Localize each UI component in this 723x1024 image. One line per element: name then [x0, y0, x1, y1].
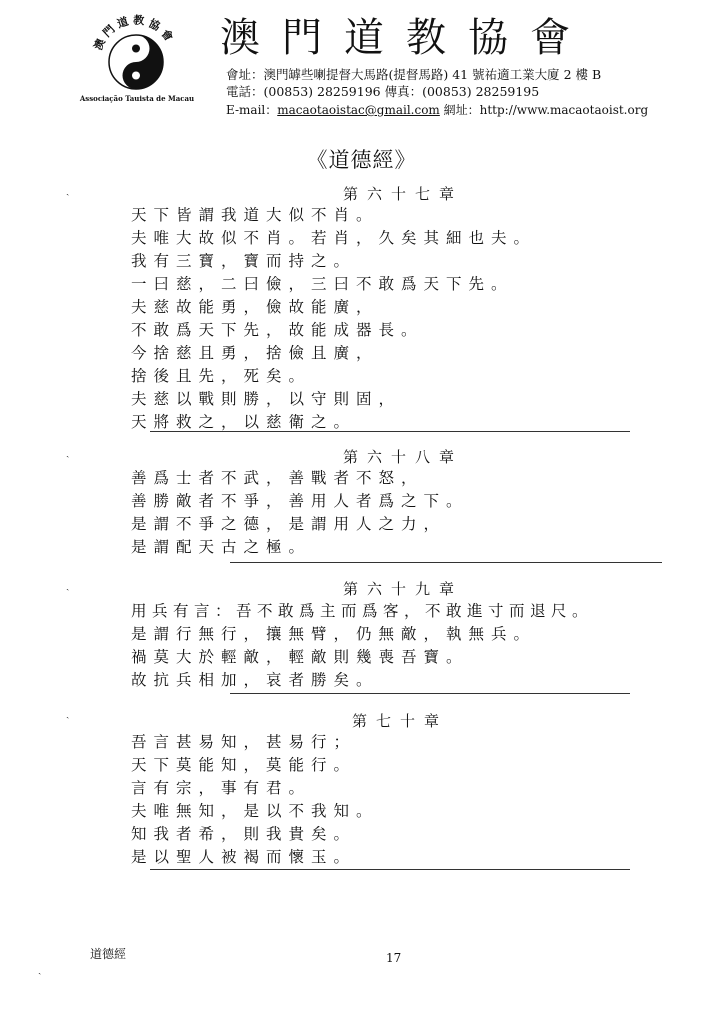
verse-line: 夫慈故能勇，儉故能廣， — [131, 298, 379, 316]
verse-line: 知我者希，則我貴矣。 — [131, 825, 357, 843]
chapter-heading: 第六十九章 — [343, 580, 464, 598]
verse-line: 我有三寶，寶而持之。 — [131, 252, 357, 270]
verse-line: 不敢爲天下先，故能成器長。 — [131, 321, 424, 339]
yin-yang-logo-icon — [86, 10, 186, 94]
svg-text:澳 門 道 教 協 會: 澳 門 道 教 協 會 — [91, 13, 176, 53]
email-label: E-mail： — [226, 103, 278, 117]
verse-line: 善爲士者不武，善戰者不怒， — [131, 469, 424, 487]
chapter-heading: 第七十章 — [352, 712, 449, 730]
logo-caption: Associação Tauista de Macau — [79, 94, 195, 103]
margin-mark: ˏ — [38, 964, 42, 975]
verse-line: 夫唯無知，是以不我知。 — [131, 802, 379, 820]
verse-line: 用兵有言：吾不敢爲主而爲客，不敢進寸而退尺。 — [131, 602, 594, 620]
margin-mark: ˏ — [66, 708, 70, 719]
section-divider — [230, 562, 662, 563]
verse-line: 吾言甚易知，甚易行； — [131, 733, 357, 751]
margin-mark: ˏ — [66, 185, 70, 196]
verse-line: 善勝敵者不爭，善用人者爲之下。 — [131, 492, 469, 510]
verse-line: 一曰慈，二曰儉，三曰不敢爲天下先。 — [131, 275, 514, 293]
organization-name: 澳門道教協會 — [220, 15, 592, 61]
verse-line: 是謂行無行，攘無臂，仍無敵，執無兵。 — [131, 625, 537, 643]
margin-mark: ˏ — [66, 580, 70, 591]
chapter-heading: 第六十七章 — [343, 185, 464, 203]
margin-mark: ˏ — [66, 447, 70, 458]
verse-line: 今捨慈且勇，捨儉且廣， — [131, 344, 379, 362]
verse-line: 天下莫能知，莫能行。 — [131, 756, 357, 774]
email-link[interactable]: macaotaoistac@gmail.com — [277, 103, 440, 117]
footer-book-name: 道德經 — [90, 947, 127, 961]
verse-line: 夫慈以戰則勝，以守則固， — [131, 390, 402, 408]
verse-line: 天將救之，以慈衛之。 — [131, 413, 357, 431]
verse-line: 是謂配天古之極。 — [131, 538, 312, 556]
verse-line: 是謂不爭之德，是謂用人之力， — [131, 515, 447, 533]
section-divider — [150, 431, 630, 432]
page-number: 17 — [386, 951, 402, 965]
association-logo — [78, 10, 196, 102]
chapter-heading: 第六十八章 — [343, 448, 464, 466]
verse-line: 故抗兵相加，哀者勝矣。 — [131, 671, 379, 689]
address-line: 會址：澳門罅些喇提督大馬路(提督馬路) 41 號祐適工業大廈 2 樓 B — [226, 67, 602, 82]
phone-fax-line: 電話：(00853) 28259196 傳真：(00853) 28259195 — [226, 84, 540, 99]
verse-line: 夫唯大故似不肖。若肖，久矣其細也夫。 — [131, 229, 537, 247]
verse-line: 禍莫大於輕敵，輕敵則幾喪吾寶。 — [131, 648, 469, 666]
verse-line: 言有宗，事有君。 — [131, 779, 312, 797]
verse-line: 天下皆謂我道大似不肖。 — [131, 206, 379, 224]
verse-line: 捨後且先，死矣。 — [131, 367, 312, 385]
verse-line: 是以聖人被褐而懷玉。 — [131, 848, 357, 866]
website-text[interactable]: 網址：http://www.macaotaoist.org — [439, 103, 649, 117]
section-divider — [230, 693, 630, 694]
contact-line — [226, 102, 648, 118]
section-divider — [150, 869, 630, 870]
book-title: 《道德經》 — [306, 148, 417, 172]
